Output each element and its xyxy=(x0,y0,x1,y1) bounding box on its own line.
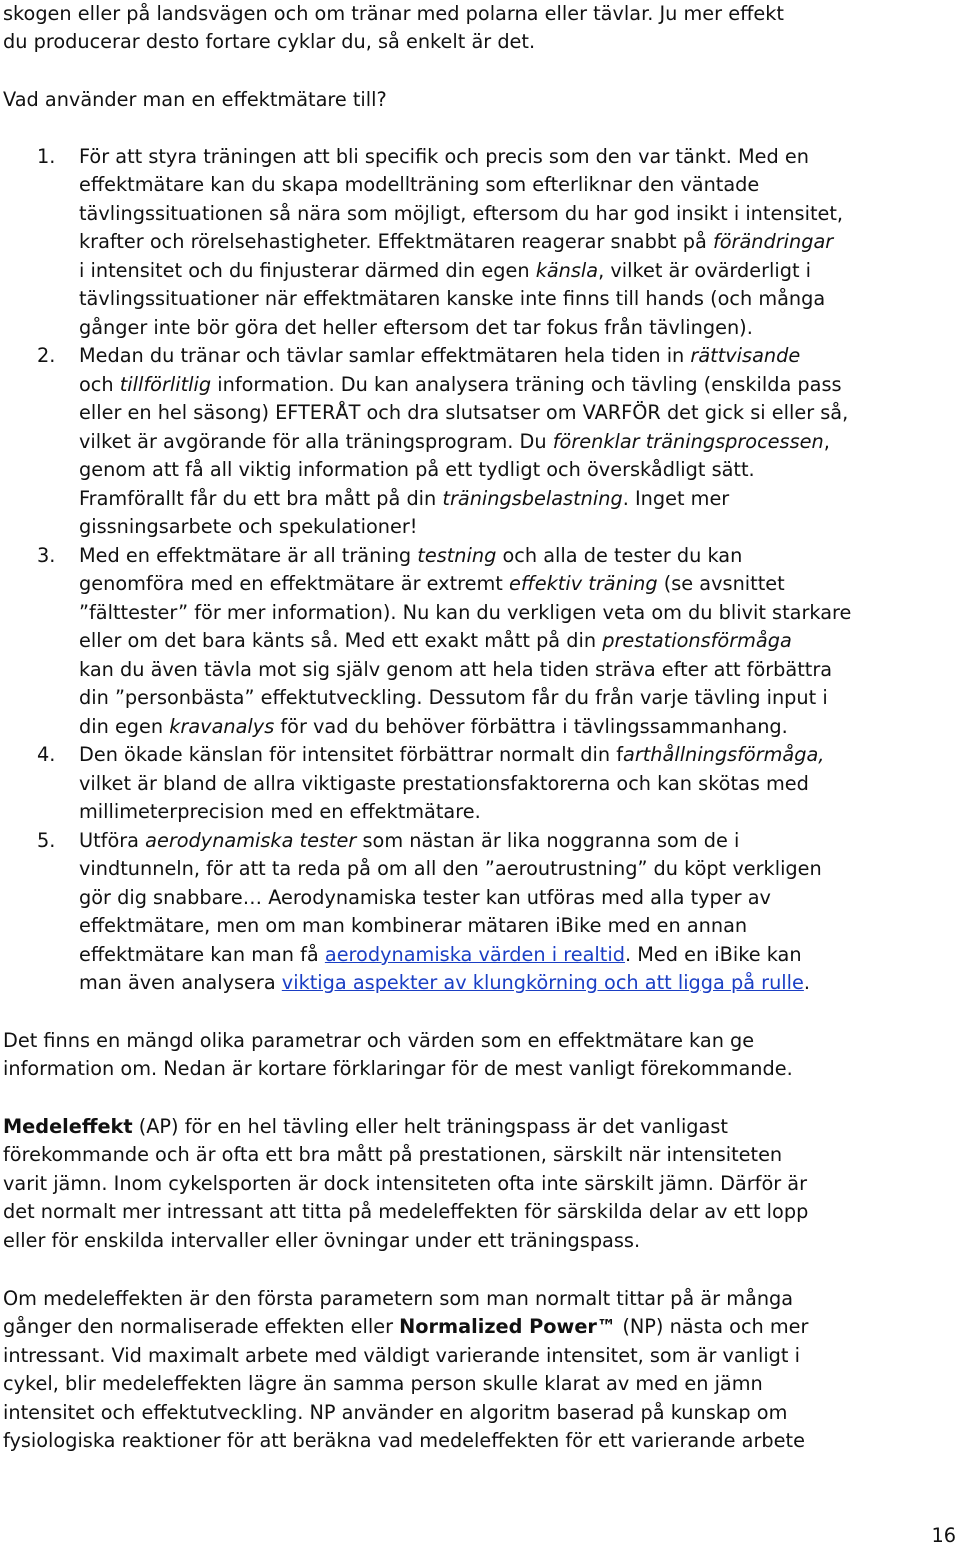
list-number: 4. xyxy=(37,743,56,766)
text-line: genomföra med en effektmätare är extremt effektiv träning (se avsnittet xyxy=(79,572,785,595)
text-line: din egen kravanalys för vad du behöver förbättra i tävlingssammanhang. xyxy=(79,715,788,738)
list-number: 2. xyxy=(37,344,56,367)
text-line: Om medeleffekten är den första parametern som man normalt tittar på är många xyxy=(3,1287,794,1310)
text-line: skogen eller på landsvägen och om tränar med polarna eller tävlar. Ju mer effekt xyxy=(3,2,784,25)
text-line: effektmätare kan man få aerodynamiska värden i realtid. Med en iBike kan xyxy=(79,943,802,966)
text-line: Utföra aerodynamiska tester som nästan är lika noggranna som de i xyxy=(79,829,740,852)
text-line: intensitet och effektutveckling. NP använder en algoritm baserad på kunskap om xyxy=(3,1401,788,1424)
text-line: krafter och rörelsehastigheter. Effektmätaren reagerar snabbt på förändringar xyxy=(79,230,834,253)
text-line: intressant. Vid maximalt arbete med väldigt varierande intensitet, som är vanligt i xyxy=(3,1344,800,1367)
text-line: tävlingssituationer när effektmätaren kanske inte finns till hands (och många xyxy=(79,287,826,310)
text-line: cykel, blir medeleffekten lägre än samma person skulle klarat av med en jämn xyxy=(3,1372,763,1395)
text-line: din ”personbästa” effektutveckling. Dessutom får du från varje tävling input i xyxy=(79,686,828,709)
text-line: eller en hel säsong) EFTERÅT och dra slutsatser om VARFÖR det gick si eller så, xyxy=(79,401,849,424)
text-line: varit jämn. Inom cykelsporten är dock intensiteten ofta inte särskilt jämn. Därför är xyxy=(3,1172,808,1195)
list-number: 1. xyxy=(37,145,56,168)
text-line: Framförallt får du ett bra mått på din träningsbelastning. Inget mer xyxy=(79,487,730,510)
text-line: gånger den normaliserade effekten eller Normalized Power™ (NP) nästa och mer xyxy=(3,1315,809,1338)
text-line: ”fälttester” för mer information). Nu kan du verkligen veta om du blivit starkare xyxy=(79,601,852,624)
text-line: Med en effektmätare är all träning testning och alla de tester du kan xyxy=(79,544,743,567)
text-line: du producerar desto fortare cyklar du, så enkelt är det. xyxy=(3,30,536,53)
text-line: vilket är avgörande för alla träningsprogram. Du förenklar träningsprocessen, xyxy=(79,430,830,453)
text-line: effektmätare, men om man kombinerar mätaren iBike med en annan xyxy=(79,914,748,937)
text-line: Medan du tränar och tävlar samlar effektmätaren hela tiden in rättvisande xyxy=(79,344,801,367)
text-line: gör dig snabbare… Aerodynamiska tester kan utföras med alla typer av xyxy=(79,886,771,909)
text-line: i intensitet och du finjusterar därmed din egen känsla, vilket är ovärderligt i xyxy=(79,259,812,282)
text-line: genom att få all viktig information på ett tydligt och överskådligt sätt. xyxy=(79,458,755,481)
text-line: man även analysera viktiga aspekter av klungkörning och att ligga på rulle. xyxy=(79,971,811,994)
section-question: Vad använder man en effektmätare till? xyxy=(3,88,387,111)
text-line: Det finns en mängd olika parametrar och värden som en effektmätare kan ge xyxy=(3,1029,755,1052)
text-line: fysiologiska reaktioner för att beräkna vad medeleffekten för ett varierande arbete xyxy=(3,1429,805,1452)
text-line: gånger inte bör göra det heller eftersom det tar fokus från tävlingen). xyxy=(79,316,753,339)
text-line: och tillförlitlig information. Du kan analysera träning och tävling (enskilda pass xyxy=(79,373,842,396)
text-line: kan du även tävla mot sig själv genom att hela tiden sträva efter att förbättra xyxy=(79,658,833,681)
page-number: 16 xyxy=(931,1524,956,1547)
text-line: gissningsarbete och spekulationer! xyxy=(79,515,418,538)
text-line: Den ökade känslan för intensitet förbättrar normalt din farthållningsförmåga, xyxy=(79,743,825,766)
link-aerodynamic-realtime[interactable]: aerodynamiska värden i realtid xyxy=(324,943,625,966)
text-line: tävlingssituationen så nära som möjligt, eftersom du har god insikt i intensitet, xyxy=(79,202,844,225)
text-line: vindtunneln, för att ta reda på om all den ”aeroutrustning” du köpt verkligen xyxy=(79,857,822,880)
list-number: 5. xyxy=(37,829,56,852)
text-line: vilket är bland de allra viktigaste prestationsfaktorerna och kan skötas med xyxy=(79,772,809,795)
text-line: Medeleffekt (AP) för en hel tävling eller helt träningspass är det vanligast xyxy=(3,1115,728,1138)
text-line: eller om det bara känts så. Med ett exakt mått på din prestationsförmåga xyxy=(79,629,792,652)
text-line: information om. Nedan är kortare förklaringar för de mest vanligt förekommande. xyxy=(3,1057,793,1080)
text-line: För att styra träningen att bli specifik och precis som den var tänkt. Med en xyxy=(79,145,809,168)
link-pack-riding[interactable]: viktiga aspekter av klungkörning och att ligga på rulle xyxy=(281,971,804,994)
list-number: 3. xyxy=(37,544,56,567)
text-line: eller för enskilda intervaller eller övningar under ett träningspass. xyxy=(3,1229,641,1252)
text-line: millimeterprecision med en effektmätare. xyxy=(79,800,481,823)
text-line: förekommande och är ofta ett bra mått på prestationen, särskilt när intensiteten xyxy=(3,1143,783,1166)
text-line: det normalt mer intressant att titta på medeleffekten för särskilda delar av ett lopp xyxy=(3,1200,809,1223)
text-line: effektmätare kan du skapa modellträning som efterliknar den väntade xyxy=(79,173,760,196)
